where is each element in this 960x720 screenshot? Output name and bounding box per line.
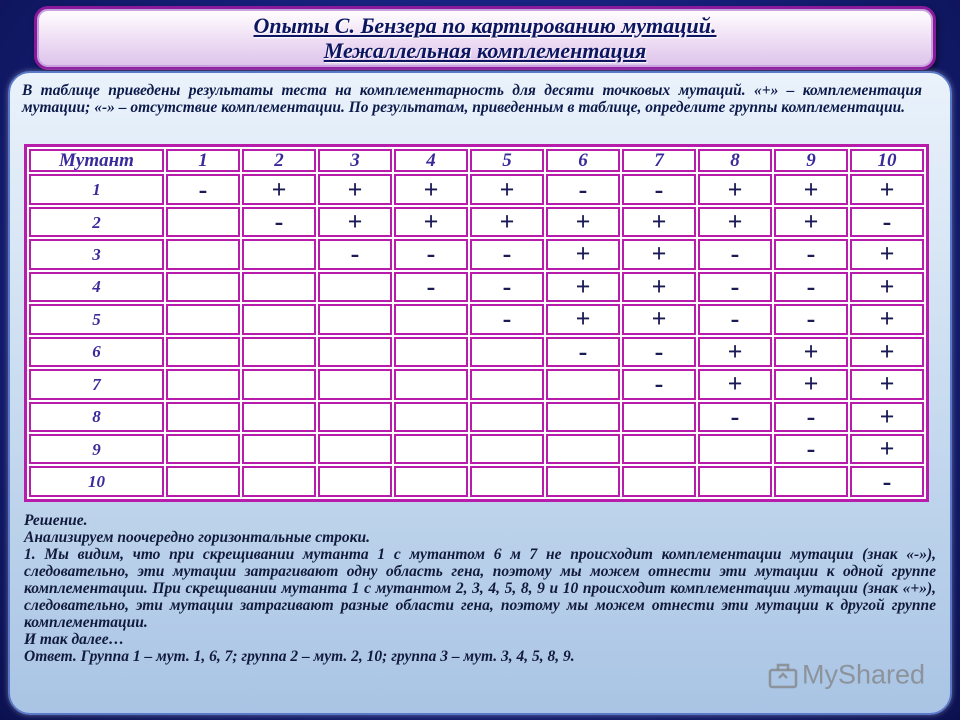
table-cell: [166, 337, 240, 367]
table-cell: -: [698, 402, 772, 432]
row-label: 4: [29, 272, 164, 302]
table-cell: +: [698, 337, 772, 367]
table-row: [29, 434, 924, 464]
table-cell: [698, 434, 772, 464]
table-cell: [166, 402, 240, 432]
table-cell: [470, 337, 544, 367]
table-cell: +: [850, 337, 924, 367]
table-cell: +: [318, 174, 392, 204]
column-header: 6: [546, 149, 620, 172]
table-cell: -: [166, 174, 240, 204]
table-cell: +: [546, 239, 620, 269]
row-label: 9: [29, 434, 164, 464]
table-cell: [318, 402, 392, 432]
table-cell: [546, 466, 620, 497]
solution-line-1: Анализируем поочередно горизонтальные строки.: [24, 529, 371, 546]
solution-heading: Решение.: [24, 512, 88, 529]
table-cell: -: [394, 272, 468, 302]
table-cell: +: [698, 369, 772, 399]
table-cell: [242, 239, 316, 269]
table-cell: +: [698, 174, 772, 204]
table-cell: -: [698, 272, 772, 302]
table-cell: [622, 402, 696, 432]
title-banner: [34, 6, 936, 70]
table-cell: +: [394, 174, 468, 204]
table-cell: -: [774, 239, 848, 269]
table-cell: [318, 466, 392, 497]
table-cell: +: [850, 369, 924, 399]
table-cell: [774, 466, 848, 497]
table-corner-label: Мутант: [29, 149, 164, 172]
table-cell: [394, 434, 468, 464]
table-cell: [242, 434, 316, 464]
complementation-table: [24, 144, 929, 502]
column-header: 3: [318, 149, 392, 172]
column-header: 5: [470, 149, 544, 172]
table-cell: -: [546, 174, 620, 204]
table-cell: +: [622, 272, 696, 302]
table-cell: [318, 272, 392, 302]
table-cell: +: [850, 434, 924, 464]
table-cell: [470, 402, 544, 432]
row-label: 8: [29, 402, 164, 432]
table-row: [29, 466, 924, 497]
column-header: 10: [850, 149, 924, 172]
row-label: 6: [29, 337, 164, 367]
table-cell: +: [774, 207, 848, 237]
table-cell: [166, 207, 240, 237]
table-cell: -: [546, 337, 620, 367]
title-line-2: Межаллельная комплементация: [323, 38, 647, 63]
column-header: 1: [166, 149, 240, 172]
row-label: 2: [29, 207, 164, 237]
table-cell: -: [774, 402, 848, 432]
title-line-1: Опыты С. Бензера по картированию мутаций.: [253, 13, 717, 38]
solution-answer: Ответ. Группа 1 – мут. 1, 6, 7; группа 2 – мут. 2, 10; группа 3 – мут. 3, 4, 5, 8, 9.: [24, 648, 575, 665]
solution-block: [24, 512, 936, 665]
table-cell: +: [470, 174, 544, 204]
table-cell: -: [850, 207, 924, 237]
table-cell: +: [242, 174, 316, 204]
table-cell: [166, 272, 240, 302]
row-label: 5: [29, 304, 164, 334]
table-cell: [470, 466, 544, 497]
table-cell: [318, 369, 392, 399]
solution-paragraph-1: 1. Мы видим, что при скрещивании мутанта 1 с мутантом 6 м 7 не происходит комплементации мутации (знак «-»), следовательно, эти мутации затрагивают одну область гена, поэтому мы можем отнести эти мутации к одной группе комплементации. При скрещивании мутанта 1 с мутантом 2, 3, 4, 5, 8, 9 и 10 происходит комплементации мутации (знак «+»), следовательно, эти мутации затрагивают разные области гена, поэтому мы можем отнести эти мутации к другой группе комплементации.: [24, 546, 936, 631]
column-header: 9: [774, 149, 848, 172]
table-cell: -: [470, 239, 544, 269]
table-row: [29, 272, 924, 302]
table-cell: [394, 369, 468, 399]
table-cell: -: [622, 369, 696, 399]
table-cell: [546, 402, 620, 432]
table-cell: +: [622, 304, 696, 334]
table-cell: [470, 434, 544, 464]
table-cell: +: [546, 207, 620, 237]
table-row: [29, 207, 924, 237]
table-cell: +: [470, 207, 544, 237]
table-row: [29, 402, 924, 432]
table-cell: +: [622, 239, 696, 269]
table-cell: [242, 402, 316, 432]
column-header: 8: [698, 149, 772, 172]
table-cell: [166, 369, 240, 399]
table-row: [29, 239, 924, 269]
table-cell: [318, 304, 392, 334]
table-cell: -: [850, 466, 924, 497]
myshared-logo-icon: [768, 661, 798, 689]
row-label: 1: [29, 174, 164, 204]
table-cell: [242, 304, 316, 334]
table-cell: -: [394, 239, 468, 269]
table-cell: [622, 466, 696, 497]
table-cell: [242, 369, 316, 399]
row-label: 10: [29, 466, 164, 497]
table-cell: +: [546, 304, 620, 334]
table-cell: [166, 239, 240, 269]
table-cell: [622, 434, 696, 464]
column-header: 2: [242, 149, 316, 172]
table-cell: -: [774, 434, 848, 464]
table-cell: +: [850, 304, 924, 334]
table-cell: [166, 304, 240, 334]
table-cell: -: [318, 239, 392, 269]
table-cell: [394, 304, 468, 334]
table-cell: [166, 466, 240, 497]
row-label: 3: [29, 239, 164, 269]
table-cell: +: [850, 239, 924, 269]
table-cell: -: [774, 272, 848, 302]
row-label: 7: [29, 369, 164, 399]
table-cell: -: [470, 272, 544, 302]
table-row: [29, 304, 924, 334]
table-cell: [546, 369, 620, 399]
table-cell: [546, 434, 620, 464]
table-cell: -: [622, 337, 696, 367]
table-cell: [394, 402, 468, 432]
table-cell: +: [698, 207, 772, 237]
table-cell: -: [242, 207, 316, 237]
table-cell: [318, 337, 392, 367]
table-cell: +: [318, 207, 392, 237]
table-cell: +: [622, 207, 696, 237]
table-cell: [242, 337, 316, 367]
table-row: [29, 369, 924, 399]
table-cell: +: [850, 402, 924, 432]
table-cell: -: [698, 304, 772, 334]
table-cell: +: [850, 272, 924, 302]
table-cell: [394, 466, 468, 497]
table-cell: [318, 434, 392, 464]
table-cell: -: [470, 304, 544, 334]
column-header: 4: [394, 149, 468, 172]
column-header: 7: [622, 149, 696, 172]
table-cell: +: [850, 174, 924, 204]
table-cell: +: [774, 337, 848, 367]
table-cell: [698, 466, 772, 497]
table-cell: [242, 272, 316, 302]
table-cell: +: [774, 369, 848, 399]
table-cell: [242, 466, 316, 497]
table-cell: -: [774, 304, 848, 334]
table-cell: [166, 434, 240, 464]
table-row: [29, 174, 924, 204]
solution-etc: И так далее…: [24, 631, 125, 648]
table-cell: +: [546, 272, 620, 302]
table-cell: +: [774, 174, 848, 204]
table-cell: +: [394, 207, 468, 237]
watermark: [768, 658, 938, 694]
table-header-row: [29, 149, 924, 172]
intro-text: В таблице приведены результаты теста на комплементарность для десяти точковых мутаций. «+» – комплементация мутации; «-» – отсутствие комплементации. По результатам, приведенным в таблице, определите группы комплементации.: [22, 82, 922, 116]
table-cell: -: [622, 174, 696, 204]
table-cell: [470, 369, 544, 399]
table-cell: -: [698, 239, 772, 269]
table-row: [29, 337, 924, 367]
watermark-text: MyShared: [802, 659, 926, 690]
table-cell: [394, 337, 468, 367]
